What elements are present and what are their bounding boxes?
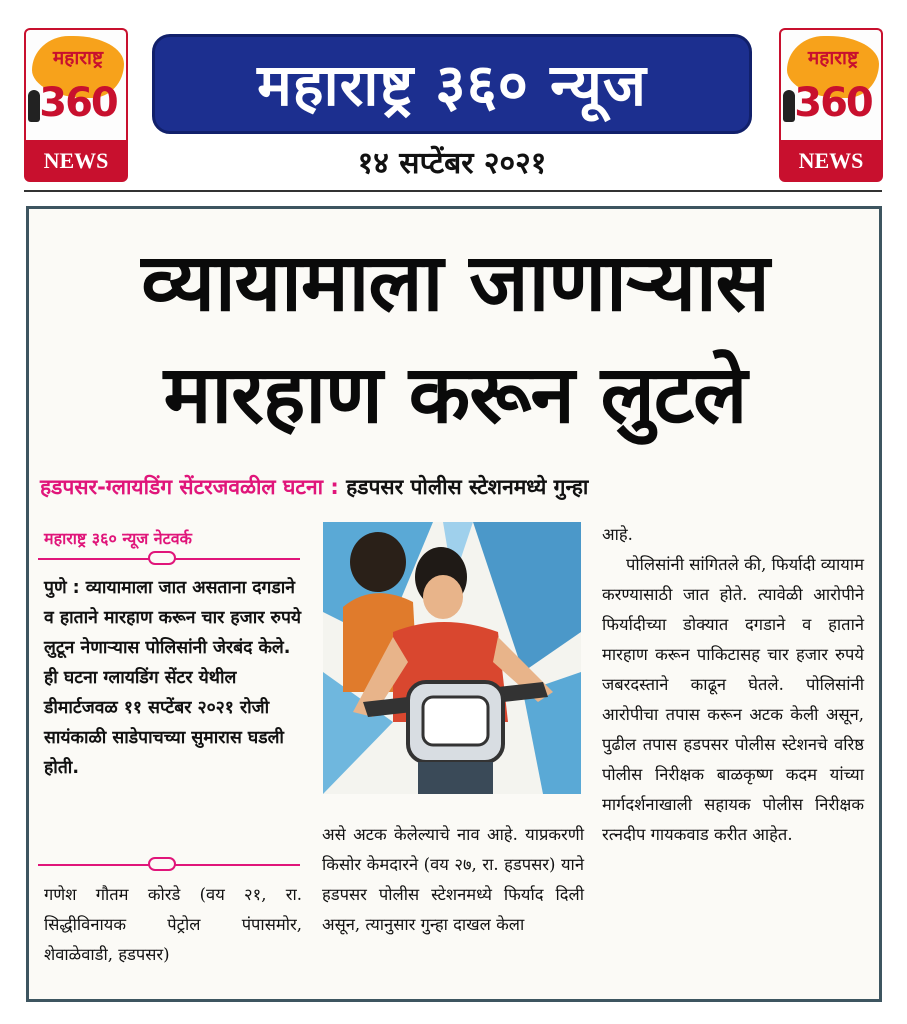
logo-left	[24, 28, 128, 182]
subheadline	[40, 473, 870, 501]
subhead-location: हडपसर-ग्लायडिंग सेंटरजवळील घटना :	[40, 475, 339, 499]
headline-line-1: व्यायामाला जाणाऱ्यास	[141, 236, 769, 329]
logo-state-text: महाराष्ट्र	[807, 47, 859, 69]
logo-state-text: महाराष्ट्र	[52, 47, 104, 69]
column-3-text: पोलिसांनी सांगितले की, फिर्यादी व्यायाम करण्यासाठी जात होते. त्यावेळी आरोपीने फिर्यादीच्या डोक्यात दगडाने व हाताने मारहाण करून पाकिटासह चार हजार रुपये जबरदस्ताने काढून घेतले. पोलिसांनी आरोपीचा तपास करून अटक केली असून, पुढील तपास हडपसर पोलीस स्टेशनचे वरिष्ठ पोलीस निरीक्षक बाळकृष्ण कदम यांच्या मार्गदर्शनाखाली सहायक पोलीस निरीक्षक रत्नदीप गायकवाड करीत आहेत.	[602, 555, 864, 844]
robbery-illustration	[323, 522, 581, 794]
logo-top	[779, 28, 883, 140]
logo-number: 360	[794, 80, 872, 126]
lead-paragraph: पुणे : व्यायामाला जात असताना दगडाने व हाताने मारहाण करून चार हजार रुपये लुटून नेणाऱ्यास पोलिसांनी जेरबंद केले. ही घटना ग्लायडिंग सेंटर येथील डीमार्टजवळ ११ सप्टेंबर २०२१ रोजी सायंकाळी साडेपाचच्या सुमारास घडली होती.	[44, 578, 302, 778]
masthead-banner	[152, 34, 752, 134]
logo-number: 360	[39, 80, 117, 126]
column-1-text: गणेश गौतम कोरडे (वय २१, रा. सिद्धीविनायक पेट्रोल पंपासमोर, शेवाळेवाडी, हडपसर)	[44, 885, 302, 964]
issue-date: १४ सप्टेंबर २०२१	[357, 146, 547, 181]
divider-ornament-icon	[148, 551, 176, 565]
byline: महाराष्ट्र ३६० न्यूज नेटवर्क	[44, 529, 192, 548]
column-3-continuation: आहे.	[602, 525, 633, 544]
masthead-title: महाराष्ट्र ३६० न्यूज	[257, 51, 647, 119]
logo-news-label: NEWS	[779, 140, 883, 182]
headline-line-2: मारहाण करून लुटले	[163, 348, 747, 441]
masthead-rule	[24, 190, 882, 192]
column-2-text: असे अटक केलेल्याचे नाव आहे. याप्रकरणी किसोर केमदारने (वय २७, रा. हडपसर) याने हडपसर पोलीस स्टेशनमध्ये फिर्याद दिली असून, त्यानुसार गुन्हा दाखल केला	[322, 825, 584, 934]
logo-right	[779, 28, 883, 182]
logo-news-label: NEWS	[24, 140, 128, 182]
subhead-detail: हडपसर पोलीस स्टेशनमध्ये गुन्हा	[338, 475, 589, 499]
column-3	[602, 520, 864, 850]
divider-ornament-icon	[148, 857, 176, 871]
logo-top	[24, 28, 128, 140]
